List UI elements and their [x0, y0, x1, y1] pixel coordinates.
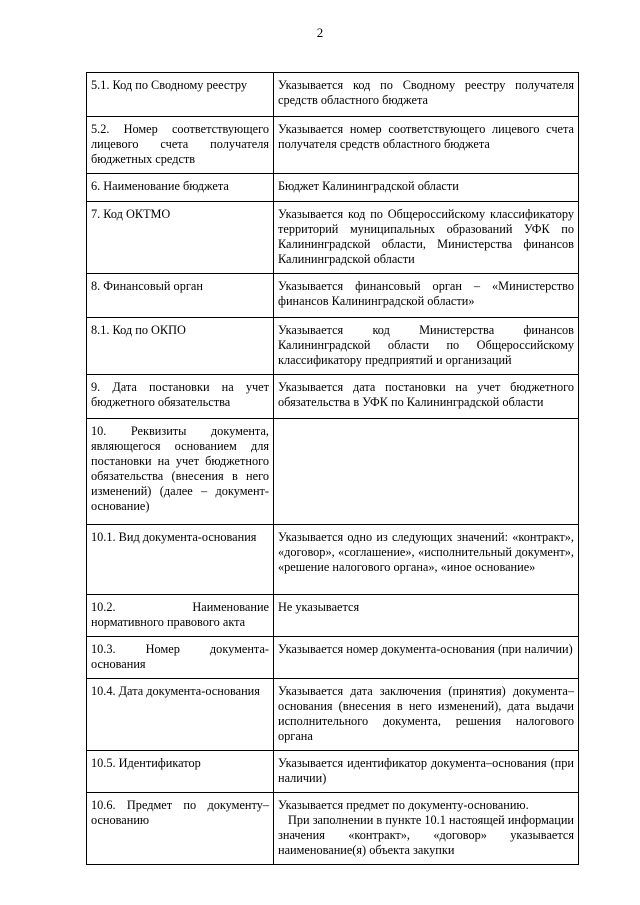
table-row — [87, 637, 579, 679]
field-value-cell — [274, 73, 579, 117]
field-name-cell: 10.2. Наименование нормативного правового акта — [87, 595, 274, 637]
field-name-cell: 10.5. Идентификатор — [87, 751, 274, 793]
table-row — [87, 525, 579, 595]
page-number: 2 — [316, 25, 324, 40]
table-row — [87, 419, 579, 525]
field-value-cell — [274, 595, 579, 637]
field-value-text: Не указывается — [278, 600, 360, 614]
field-value-cell — [274, 751, 579, 793]
field-value-text: При заполнении в пункте 10.1 настоящей информации значения «контракт», «договор» указывается наименование(я) объекта закупки — [278, 813, 574, 857]
field-name-cell: 6. Наименование бюджета — [87, 174, 274, 202]
field-value-cell — [274, 525, 579, 595]
field-value-text: Указывается идентификатор документа–основания (при наличии) — [278, 756, 574, 785]
field-name-cell: 10. Реквизиты документа, являющегося основанием для постановки на учет бюджетного обязательства (внесения в него изменений) (далее – документ-основание) — [87, 419, 274, 525]
field-value-cell — [274, 637, 579, 679]
field-value-text: Указывается дата заключения (принятия) документа–основания (внесения в него изменений), дата выдачи исполнительного документа, решения налогового органа — [278, 684, 574, 743]
field-value-cell — [274, 174, 579, 202]
table-row — [87, 274, 579, 318]
table-row — [87, 793, 579, 865]
field-value-cell — [274, 202, 579, 274]
field-value-cell — [274, 375, 579, 419]
table-row — [87, 679, 579, 751]
table-row — [87, 117, 579, 174]
field-name-cell: 7. Код ОКТМО — [87, 202, 274, 274]
table-row — [87, 174, 579, 202]
field-name-cell: 8. Финансовый орган — [87, 274, 274, 318]
field-value-text: Указывается одно из следующих значений: «контракт», «договор», «соглашение», «исполнительный документ», «решение налогового органа», «иное основание» — [278, 530, 574, 574]
table-row — [87, 73, 579, 117]
table-row — [87, 751, 579, 793]
field-value-cell — [274, 117, 579, 174]
field-value-cell — [274, 318, 579, 375]
field-value-text: Указывается код Министерства финансов Калининградской области по Общероссийскому классификатору предприятий и организаций — [278, 323, 574, 367]
table-row — [87, 595, 579, 637]
field-name-cell: 8.1. Код по ОКПО — [87, 318, 274, 375]
field-name-cell: 10.3. Номер документа-основания — [87, 637, 274, 679]
field-value-cell — [274, 679, 579, 751]
field-value-cell — [274, 419, 579, 525]
field-value-text: Бюджет Калининградской области — [278, 179, 459, 193]
field-value-text: Указывается код по Общероссийскому классификатору территорий муниципальных образований УФК по Калининградской области, Министерства финансов Калининградской области — [278, 207, 574, 266]
field-name-cell: 10.4. Дата документа-основания — [87, 679, 274, 751]
field-value-cell — [274, 793, 579, 865]
field-value-text: Указывается дата постановки на учет бюджетного обязательства в УФК по Калининградской области — [278, 380, 574, 409]
field-name-cell: 10.1. Вид документа-основания — [87, 525, 274, 595]
field-name-cell: 10.6. Предмет по документу–основанию — [87, 793, 274, 865]
table-row — [87, 202, 579, 274]
field-value-text: Указывается финансовый орган – «Министерство финансов Калининградской области» — [278, 279, 574, 308]
field-name-cell: 5.1. Код по Сводному реестру — [87, 73, 274, 117]
field-name-cell: 9. Дата постановки на учет бюджетного обязательства — [87, 375, 274, 419]
field-name-cell: 5.2. Номер соответствующего лицевого счета получателя бюджетных средств — [87, 117, 274, 174]
field-value-text: Указывается номер соответствующего лицевого счета получателя средств областного бюджета — [278, 122, 574, 151]
document-table — [86, 72, 579, 865]
field-value-text: Указывается код по Сводному реестру получателя средств областного бюджета — [278, 78, 574, 107]
field-value-text: Указывается предмет по документу-основанию. — [278, 798, 529, 812]
field-value-cell — [274, 274, 579, 318]
table-row — [87, 375, 579, 419]
field-value-text: Указывается номер документа-основания (при наличии) — [278, 642, 573, 656]
table-row — [87, 318, 579, 375]
